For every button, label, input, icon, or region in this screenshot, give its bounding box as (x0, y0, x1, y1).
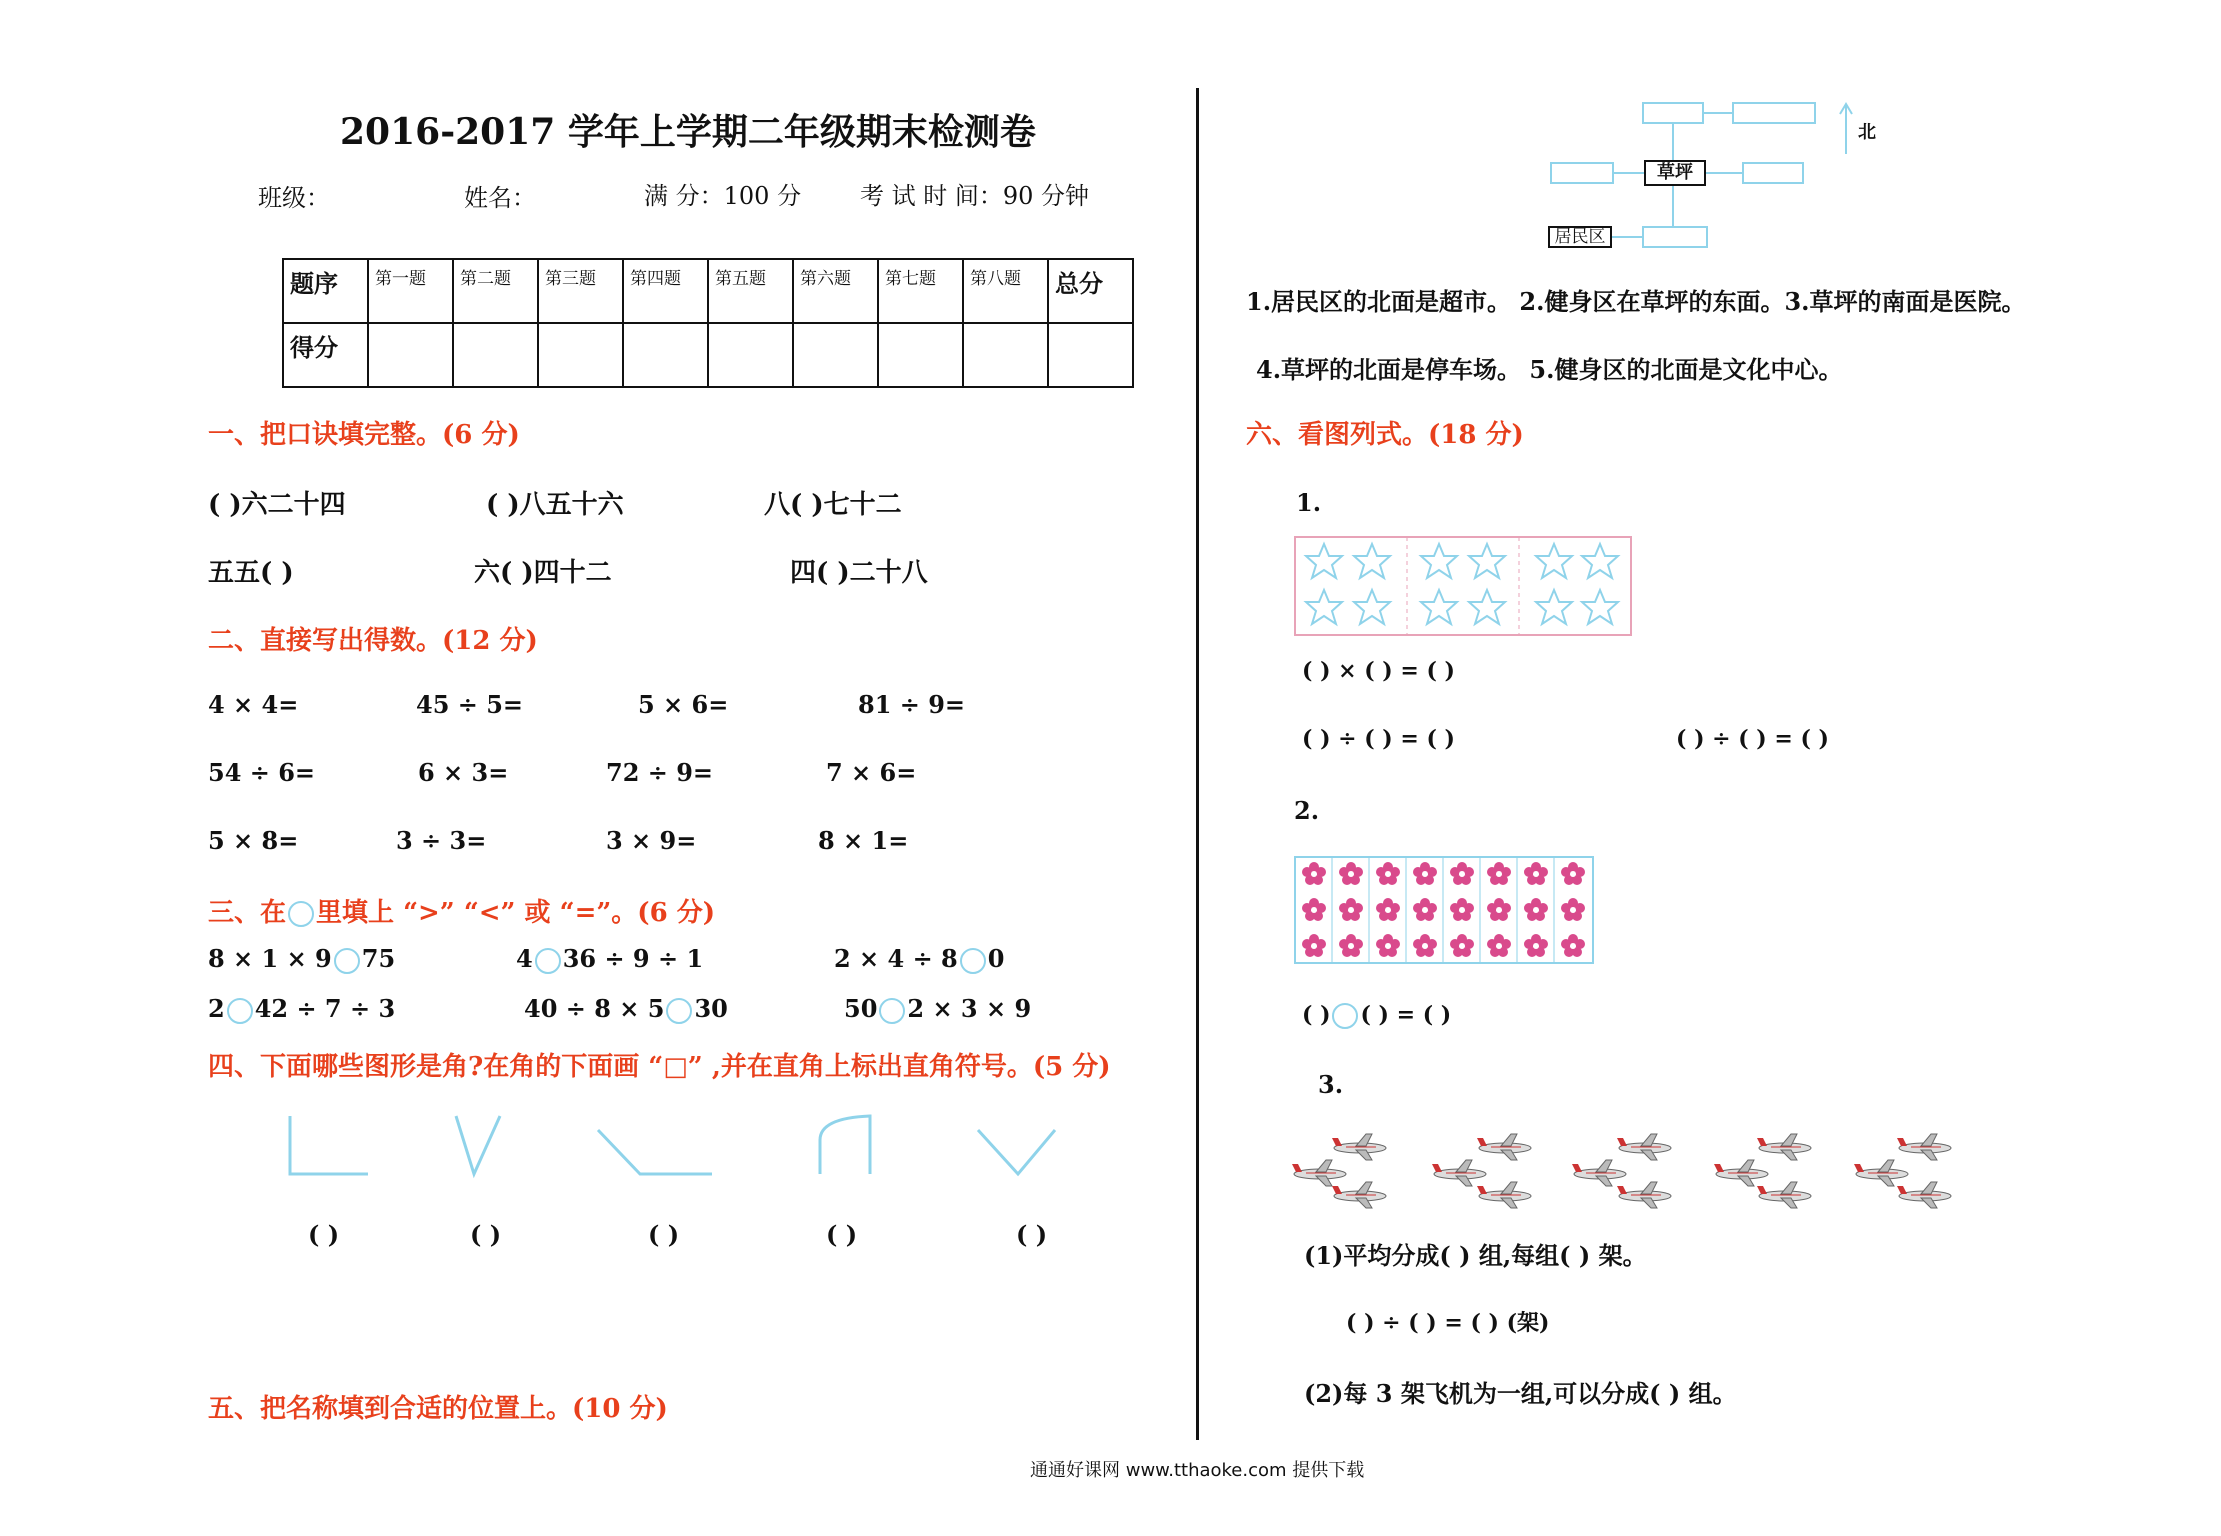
answer-circle[interactable] (227, 998, 253, 1024)
compare-left: 2 × 4 ÷ 8 (834, 944, 958, 973)
north-arrow-icon (1838, 100, 1854, 156)
q2-left: ( ) (1302, 1002, 1331, 1028)
answer-blank[interactable]: ( ) (470, 1220, 502, 1249)
compare-left: 2 (208, 994, 225, 1023)
compare-left: 8 × 1 × 9 (208, 944, 332, 973)
clues-line2: 4.草坪的北面是停车场。 5.健身区的北面是文化中心。 (1256, 355, 1843, 384)
compare-right: 30 (694, 994, 728, 1023)
q1-equation-2[interactable]: ( ) ÷ ( ) = ( ) (1302, 726, 1455, 752)
section2-heading: 二、直接写出得数。(12 分) (208, 626, 538, 656)
calc-item: 72 ÷ 9= (606, 758, 714, 787)
rhyme-item: 四( )二十八 (790, 558, 928, 588)
q3-part1[interactable]: (1)平均分成( ) 组,每组( ) 架。 (1304, 1241, 1647, 1270)
name-label: 姓名： (464, 184, 536, 212)
calc-item: 8 × 1= (818, 826, 909, 855)
q1-label: 1. (1296, 488, 1322, 517)
north-label: 北 (1858, 122, 1876, 143)
row-label-score: 得分 (283, 323, 368, 387)
q1-equation-1[interactable]: ( ) × ( ) = ( ) (1302, 658, 1455, 684)
page-title: 2016-2017 学年上学期二年级期末检测卷 (340, 111, 1036, 153)
stars-figure (1294, 536, 1632, 636)
q2-equation[interactable] (1302, 1002, 1451, 1029)
calc-item: 3 ÷ 3= (396, 826, 487, 855)
full-score-label: 满 分：100 分 (644, 182, 802, 210)
question-header: 第五题 (708, 259, 793, 323)
calc-item: 81 ÷ 9= (858, 690, 966, 719)
score-cell[interactable] (708, 323, 793, 387)
compare-left: 50 (844, 994, 878, 1023)
q2-right: ( ) = ( ) (1360, 1002, 1452, 1028)
clues-line1: 1.居民区的北面是超市。 2.健身区在草坪的东面。3.草坪的南面是医院。 (1246, 287, 2026, 316)
compare-right: 75 (361, 944, 396, 973)
compare-item (208, 944, 395, 974)
score-cell[interactable] (793, 323, 878, 387)
class-label: 班级： (258, 184, 330, 212)
rhyme-item: 八( )七十二 (764, 490, 902, 520)
compare-left: 4 (516, 944, 533, 973)
map-box-grass: 草坪 (1644, 160, 1706, 186)
calc-item: 6 × 3= (418, 758, 509, 787)
score-cell[interactable] (878, 323, 963, 387)
curved-figure (820, 1116, 870, 1174)
calc-item: 3 × 9= (606, 826, 697, 855)
footer-text: 通通好课网 www.tthaoke.com 提供下载 (1030, 1460, 1365, 1481)
question-header: 第一题 (368, 259, 453, 323)
section3-heading-pre: 三、在 (208, 898, 287, 928)
compare-right: 36 ÷ 9 ÷ 1 (562, 944, 704, 973)
compare-item (208, 994, 395, 1024)
q3-part2[interactable]: (2)每 3 架飞机为一组,可以分成( ) 组。 (1304, 1379, 1737, 1408)
calc-item: 5 × 8= (208, 826, 299, 855)
compare-item (834, 944, 1004, 974)
section4-heading: 四、下面哪些图形是角?在角的下面画 “□” ,并在直角上标出直角符号。(5 分) (208, 1052, 1111, 1082)
answer-circle[interactable] (535, 948, 561, 974)
score-cell[interactable] (623, 323, 708, 387)
score-cell[interactable] (538, 323, 623, 387)
answer-circle[interactable] (334, 948, 360, 974)
rhyme-item: 六( )四十二 (474, 558, 612, 588)
section1-heading: 一、把口诀填完整。(6 分) (208, 420, 520, 450)
star-icon (1306, 544, 1618, 624)
calc-item: 7 × 6= (826, 758, 917, 787)
compare-item (516, 944, 703, 974)
answer-circle[interactable] (666, 998, 692, 1024)
answer-blank[interactable]: ( ) (1016, 1220, 1048, 1249)
score-cell[interactable] (963, 323, 1048, 387)
calc-item: 54 ÷ 6= (208, 758, 316, 787)
section3-heading (208, 892, 715, 929)
answer-circle[interactable] (960, 948, 986, 974)
angle-figures (280, 1110, 1080, 1190)
question-header: 第二题 (453, 259, 538, 323)
exam-time-label: 考 试 时 间：90 分钟 (860, 182, 1090, 210)
map-box-north-right[interactable] (1732, 102, 1816, 124)
right-angle-figure (290, 1116, 368, 1174)
map-box-south[interactable] (1642, 226, 1708, 248)
section5-heading: 五、把名称填到合适的位置上。(10 分) (208, 1394, 668, 1424)
flowers-figure (1294, 856, 1594, 964)
obtuse-angle-figure (598, 1130, 712, 1174)
compare-right: 42 ÷ 7 ÷ 3 (254, 994, 396, 1023)
calc-item: 4 × 4= (208, 690, 299, 719)
question-header: 第七题 (878, 259, 963, 323)
compare-item (524, 994, 728, 1024)
score-cell[interactable] (1048, 323, 1133, 387)
v-angle-figure (978, 1130, 1055, 1174)
operator-circle[interactable] (1332, 1003, 1358, 1029)
map-box-north-left[interactable] (1642, 102, 1704, 124)
score-table (282, 258, 1134, 388)
q3-label: 3. (1318, 1070, 1344, 1099)
column-divider (1196, 88, 1199, 1440)
section3-heading-post: 里填上 “>” “<” 或 “=”。(6 分) (316, 898, 716, 928)
q2-label: 2. (1294, 796, 1320, 825)
score-cell[interactable] (368, 323, 453, 387)
score-cell[interactable] (453, 323, 538, 387)
compare-item (844, 994, 1031, 1024)
map-box-residential: 居民区 (1548, 226, 1612, 248)
question-header: 第八题 (963, 259, 1048, 323)
rhyme-item: ( )六二十四 (208, 490, 346, 520)
circle-icon (288, 901, 314, 927)
acute-angle-figure (456, 1116, 500, 1174)
compare-left: 40 ÷ 8 × 5 (524, 994, 665, 1023)
total-header: 总分 (1048, 259, 1133, 323)
compare-right: 0 (987, 944, 1005, 973)
airplane-icon (1292, 1134, 1951, 1208)
calc-item: 5 × 6= (638, 690, 729, 719)
answer-circle[interactable] (879, 998, 905, 1024)
map-box-east[interactable] (1742, 162, 1804, 184)
calc-item: 45 ÷ 5= (416, 690, 524, 719)
map-box-west[interactable] (1550, 162, 1614, 184)
airplanes-figure (1290, 1132, 1990, 1212)
q3-equation[interactable]: ( ) ÷ ( ) = ( ) (架) (1346, 1310, 1550, 1336)
section6-heading: 六、看图列式。(18 分) (1246, 420, 1524, 450)
question-header: 第四题 (623, 259, 708, 323)
q1-equation-3[interactable]: ( ) ÷ ( ) = ( ) (1676, 726, 1829, 752)
question-header: 第三题 (538, 259, 623, 323)
rhyme-item: 五五( ) (208, 558, 294, 588)
rhyme-item: ( )八五十六 (486, 490, 624, 520)
row-label-question: 题序 (283, 259, 368, 323)
answer-blank[interactable]: ( ) (648, 1220, 680, 1249)
answer-blank[interactable]: ( ) (826, 1220, 858, 1249)
question-header: 第六题 (793, 259, 878, 323)
compare-right: 2 × 3 × 9 (907, 994, 1032, 1023)
answer-blank[interactable]: ( ) (308, 1220, 340, 1249)
